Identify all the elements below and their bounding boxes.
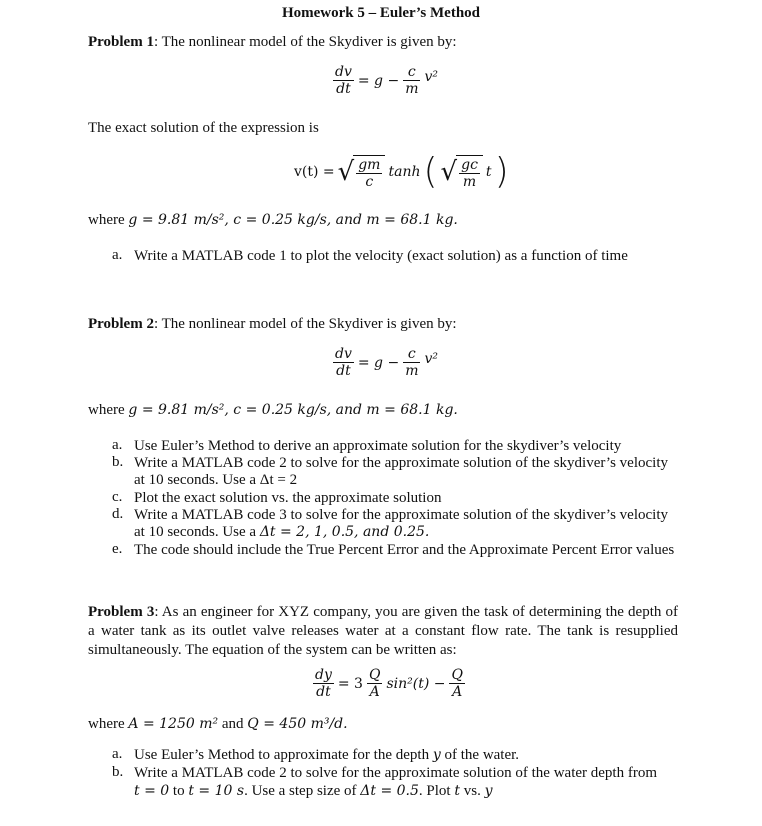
exact-solution-intro: The exact solution of the expression is [88,120,319,136]
problem-2-params: where g = 9.81 m/s², c = 0.25 kg/s, and m = 68.1 kg. [88,402,458,418]
problem-3-paragraph [88,603,678,660]
c-over-m-fraction: $\frac{c}{m}$ [405,64,419,97]
equation-3: $\frac{dy}{dt}$ = 3 $\frac{Q}{A}$ sin²(t) − $\frac{Q}{A}$ [315,667,463,700]
equation-2: $\frac{dv}{dt}$ = g − $\frac{c}{m}$ v² [335,346,439,379]
page-title: Homework 5 – Euler’s Method [281,5,481,21]
sqrt-gc-over-m: √ $\frac{gc}{m}$ [441,155,483,190]
problem-1-params: where g = 9.81 m/s², c = 0.25 kg/s, and m = 68.1 kg. [88,212,458,228]
problem-1-intro: : The nonlinear model of the Skydiver is given by: [153,34,457,50]
problem-2-heading [88,316,457,333]
problem-2-label: Problem 2 [88,316,154,332]
dv-dt-fraction: $\frac{dv}{dt}$ [335,64,352,97]
sqrt-gm-over-c: √ $\frac{gm}{c}$ [338,155,386,190]
problem-3-intro: : As an engineer for XYZ company, you are given the task of determining the depth of a water tank as its outlet valve releases water at a constant flow rate. The tank is resupplied simultaneously. The equation of the system can be written as: [88,604,678,658]
equation-1: $\frac{dv}{dt}$ = g − $\frac{c}{m}$ v² [335,64,439,97]
problem-1-label: Problem 1 [88,34,154,50]
equation-exact-solution: v(t) = √ $\frac{gm}{c}$ tanh ( √ $\frac{gc}{m}$ t ) [294,151,509,192]
problem-1-heading [88,34,457,51]
problem-3-label: Problem 3 [88,604,155,620]
problem-3-params: where A = 1250 m² and Q = 450 m³/d. [88,716,348,732]
problem-2-intro: : The nonlinear model of the Skydiver is given by: [153,316,457,332]
